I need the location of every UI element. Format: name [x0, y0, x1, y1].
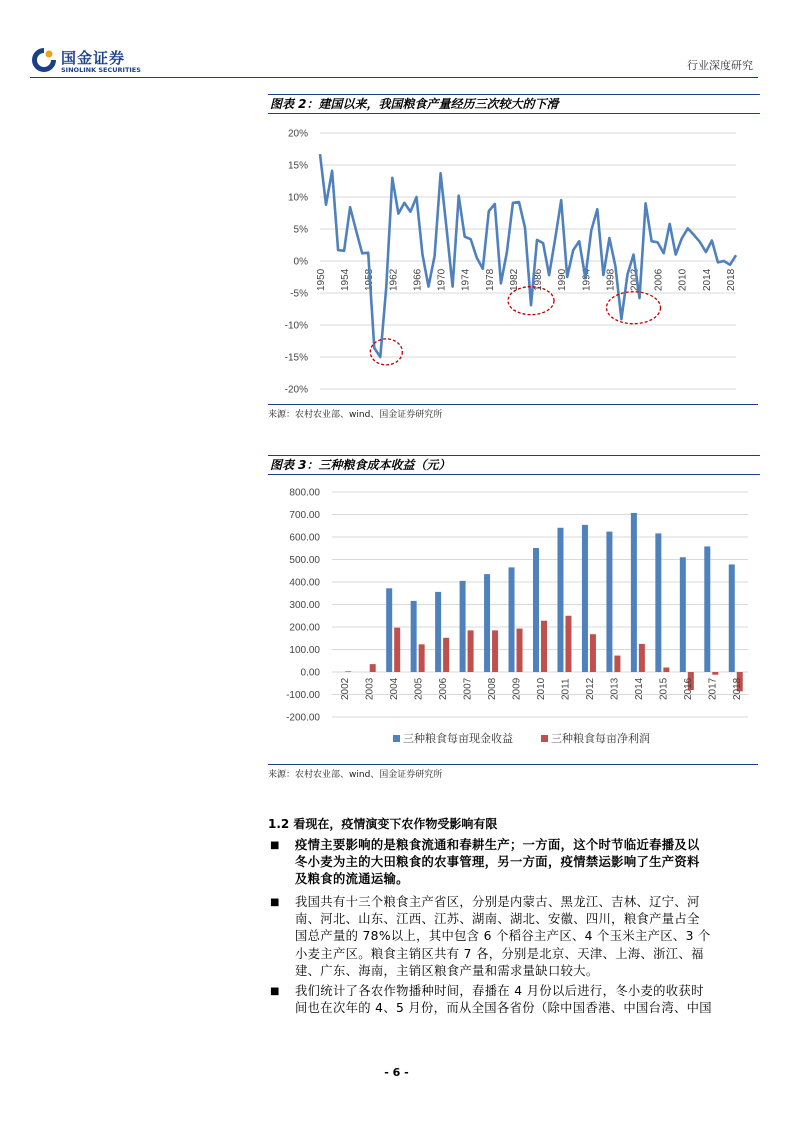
- report-type: 行业深度研究: [687, 59, 753, 72]
- x-tick-label: 2003: [364, 677, 376, 700]
- bar-cash-income: [533, 548, 539, 672]
- x-tick-label: 1966: [412, 268, 424, 291]
- bar-net-profit: [639, 644, 645, 672]
- x-tick-label: 2009: [511, 677, 523, 700]
- y-tick-label: -15%: [284, 352, 308, 364]
- bar-cash-income: [509, 567, 515, 672]
- x-tick-label: 1950: [316, 268, 327, 291]
- text-line: 南、河北、山东、江西、江苏、湖南、湖北、安徽、四川，粮食产量占全: [295, 912, 700, 927]
- bar-net-profit: [492, 630, 498, 672]
- x-tick-label: 2011: [560, 678, 572, 700]
- bar-cash-income: [655, 533, 661, 672]
- y-tick-label: 400.00: [289, 577, 320, 589]
- company-logo: [30, 46, 150, 76]
- bar-net-profit: [370, 664, 376, 672]
- logo-chinese-name: 国金证券: [61, 49, 126, 67]
- legend-swatch-cash-income: [393, 735, 400, 742]
- x-tick-label: 2017: [707, 677, 719, 700]
- bullet-paragraph-3: [295, 983, 755, 1017]
- bar-cash-income: [460, 581, 466, 672]
- x-tick-label: 1982: [508, 268, 520, 291]
- y-tick-label: -200.00: [286, 712, 320, 724]
- x-tick-label: 2006: [438, 677, 450, 700]
- decline-highlight-ellipse: [607, 292, 661, 324]
- y-tick-label: -5%: [290, 288, 308, 300]
- bar-net-profit: [614, 656, 620, 672]
- y-tick-label: 10%: [287, 192, 308, 204]
- series-line-grain-output-growth: [320, 154, 736, 357]
- figure2-title: 图表 2：建国以来，我国粮食产量经历三次较大的下滑: [268, 94, 760, 114]
- x-tick-label: 2016: [682, 677, 694, 700]
- legend-label-cash-income: 三种粮食每亩现金收益: [403, 733, 513, 745]
- section-heading: 1.2 看现在，疫情演变下农作物受影响有限: [268, 817, 498, 831]
- x-tick-label: 1994: [581, 268, 593, 291]
- bar-cash-income: [557, 528, 563, 672]
- header-divider: [30, 77, 758, 78]
- x-tick-label: 2014: [701, 268, 713, 291]
- figure2-line-chart: [268, 120, 758, 402]
- bar-cash-income: [435, 592, 441, 672]
- bar-cash-income: [680, 557, 686, 672]
- bar-cash-income: [631, 513, 637, 672]
- x-tick-label: 2008: [487, 677, 499, 700]
- text-line: 国总产量的 78%以上，其中包含 6 个稻谷主产区、4 个玉米主产区、3 个: [295, 929, 711, 944]
- x-tick-label: 2012: [584, 677, 596, 700]
- text-line: 间也在次年的 4、5 月份，而从全国各省份（除中国香港、中国台湾、中国: [295, 1001, 712, 1016]
- x-tick-label: 1954: [340, 268, 352, 291]
- y-tick-label: 0.00: [300, 667, 320, 679]
- text-line: 冬小麦为主的大田粮食的农事管理，另一方面，疫情禁运影响了生产资料: [295, 855, 700, 870]
- bullet-icon: ■: [270, 986, 280, 997]
- bar-net-profit: [663, 668, 669, 673]
- figure3-bar-chart: [268, 480, 758, 760]
- y-tick-label: -100.00: [286, 690, 320, 701]
- text-line: 小麦主产区。粮食主销区共有 7 各，分别是北京、天津、上海、浙江、福: [295, 946, 704, 961]
- figure3-source-divider: [268, 764, 758, 765]
- figure3-title: 图表 3：三种粮食成本收益（元）: [268, 455, 760, 475]
- x-tick-label: 2007: [462, 677, 474, 700]
- bar-net-profit: [517, 629, 523, 672]
- x-tick-label: 2006: [653, 268, 665, 291]
- x-tick-label: 2014: [633, 677, 645, 700]
- bar-cash-income: [606, 532, 612, 672]
- legend-label-net-profit: 三种粮食每亩净利润: [551, 733, 650, 745]
- x-tick-label: 2010: [536, 677, 547, 700]
- x-tick-label: 1974: [460, 268, 472, 291]
- x-tick-label: 2018: [731, 677, 743, 700]
- x-tick-label: 1990: [557, 268, 569, 291]
- bar-net-profit: [345, 671, 351, 672]
- x-tick-label: 2010: [677, 268, 689, 291]
- y-tick-label: 5%: [293, 224, 308, 236]
- y-tick-label: 300.00: [289, 600, 320, 611]
- sinolink-logo-icon: [30, 46, 58, 74]
- y-tick-label: 600.00: [289, 532, 320, 544]
- bar-cash-income: [704, 546, 710, 672]
- text-line: 疫情主要影响的是粮食流通和春耕生产；一方面，这个时节临近春播及以: [295, 838, 700, 852]
- x-tick-label: 2005: [413, 677, 425, 700]
- bullet-paragraph-2: [295, 894, 755, 980]
- y-tick-label: 200.00: [289, 622, 320, 634]
- bar-cash-income: [729, 564, 735, 672]
- bullet-paragraph-1: [295, 837, 755, 889]
- legend-swatch-net-profit: [541, 735, 548, 742]
- y-tick-label: 0%: [293, 256, 308, 268]
- y-tick-label: 20%: [287, 128, 308, 140]
- figure3-source: 来源：农村农业部、wind、国金证券研究所: [268, 770, 443, 780]
- text-line: 我国共有十三个粮食主产省区，分别是内蒙古、黑龙江、吉林、辽宁、河: [295, 895, 700, 909]
- bar-cash-income: [582, 525, 588, 672]
- x-tick-label: 2013: [609, 677, 621, 700]
- x-tick-label: 1978: [484, 268, 496, 291]
- y-tick-label: 15%: [287, 160, 308, 172]
- bar-net-profit: [394, 628, 400, 672]
- x-tick-label: 1970: [436, 268, 448, 291]
- bar-cash-income: [386, 588, 392, 672]
- x-tick-label: 1962: [388, 268, 400, 291]
- x-tick-label: 2018: [725, 268, 737, 291]
- text-line: 我们统计了各农作物播种时间，春播在 4 月份以后进行，冬小麦的收获时: [295, 984, 704, 998]
- bar-cash-income: [411, 601, 417, 672]
- x-tick-label: 2002: [340, 677, 352, 700]
- bullet-icon: ■: [270, 897, 280, 908]
- text-line: 建、广东、海南，主销区粮食产量和需求量缺口较大。: [295, 963, 599, 978]
- figure2-source: 来源：农村农业部、wind、国金证券研究所: [268, 410, 443, 420]
- x-tick-label: 2002: [629, 268, 641, 291]
- page-number: - 6 -: [384, 1066, 409, 1079]
- x-tick-label: 1998: [605, 268, 617, 291]
- y-tick-label: 700.00: [289, 510, 320, 521]
- decline-highlight-ellipse: [370, 339, 402, 365]
- x-tick-label: 2004: [389, 677, 401, 700]
- bar-net-profit: [590, 634, 596, 672]
- bullet-icon: ■: [270, 840, 280, 851]
- bar-net-profit: [541, 621, 547, 672]
- logo-english-name: SINOLINK SECURITIES: [61, 66, 141, 74]
- y-tick-label: 500.00: [289, 555, 320, 566]
- bar-net-profit: [712, 672, 718, 675]
- figure2-source-divider: [268, 404, 758, 405]
- y-tick-label: -20%: [284, 384, 308, 396]
- bar-net-profit: [419, 644, 425, 672]
- y-tick-label: 100.00: [289, 645, 320, 656]
- bar-cash-income: [484, 574, 490, 672]
- text-line: 及粮食的流通运输。: [295, 872, 409, 887]
- x-tick-label: 1958: [364, 268, 376, 291]
- x-tick-label: 1986: [533, 268, 545, 291]
- bar-net-profit: [565, 616, 571, 672]
- bar-net-profit: [443, 638, 449, 672]
- y-tick-label: 800.00: [289, 487, 320, 499]
- y-tick-label: -10%: [284, 320, 308, 332]
- x-tick-label: 2015: [658, 677, 670, 700]
- bar-net-profit: [468, 630, 474, 672]
